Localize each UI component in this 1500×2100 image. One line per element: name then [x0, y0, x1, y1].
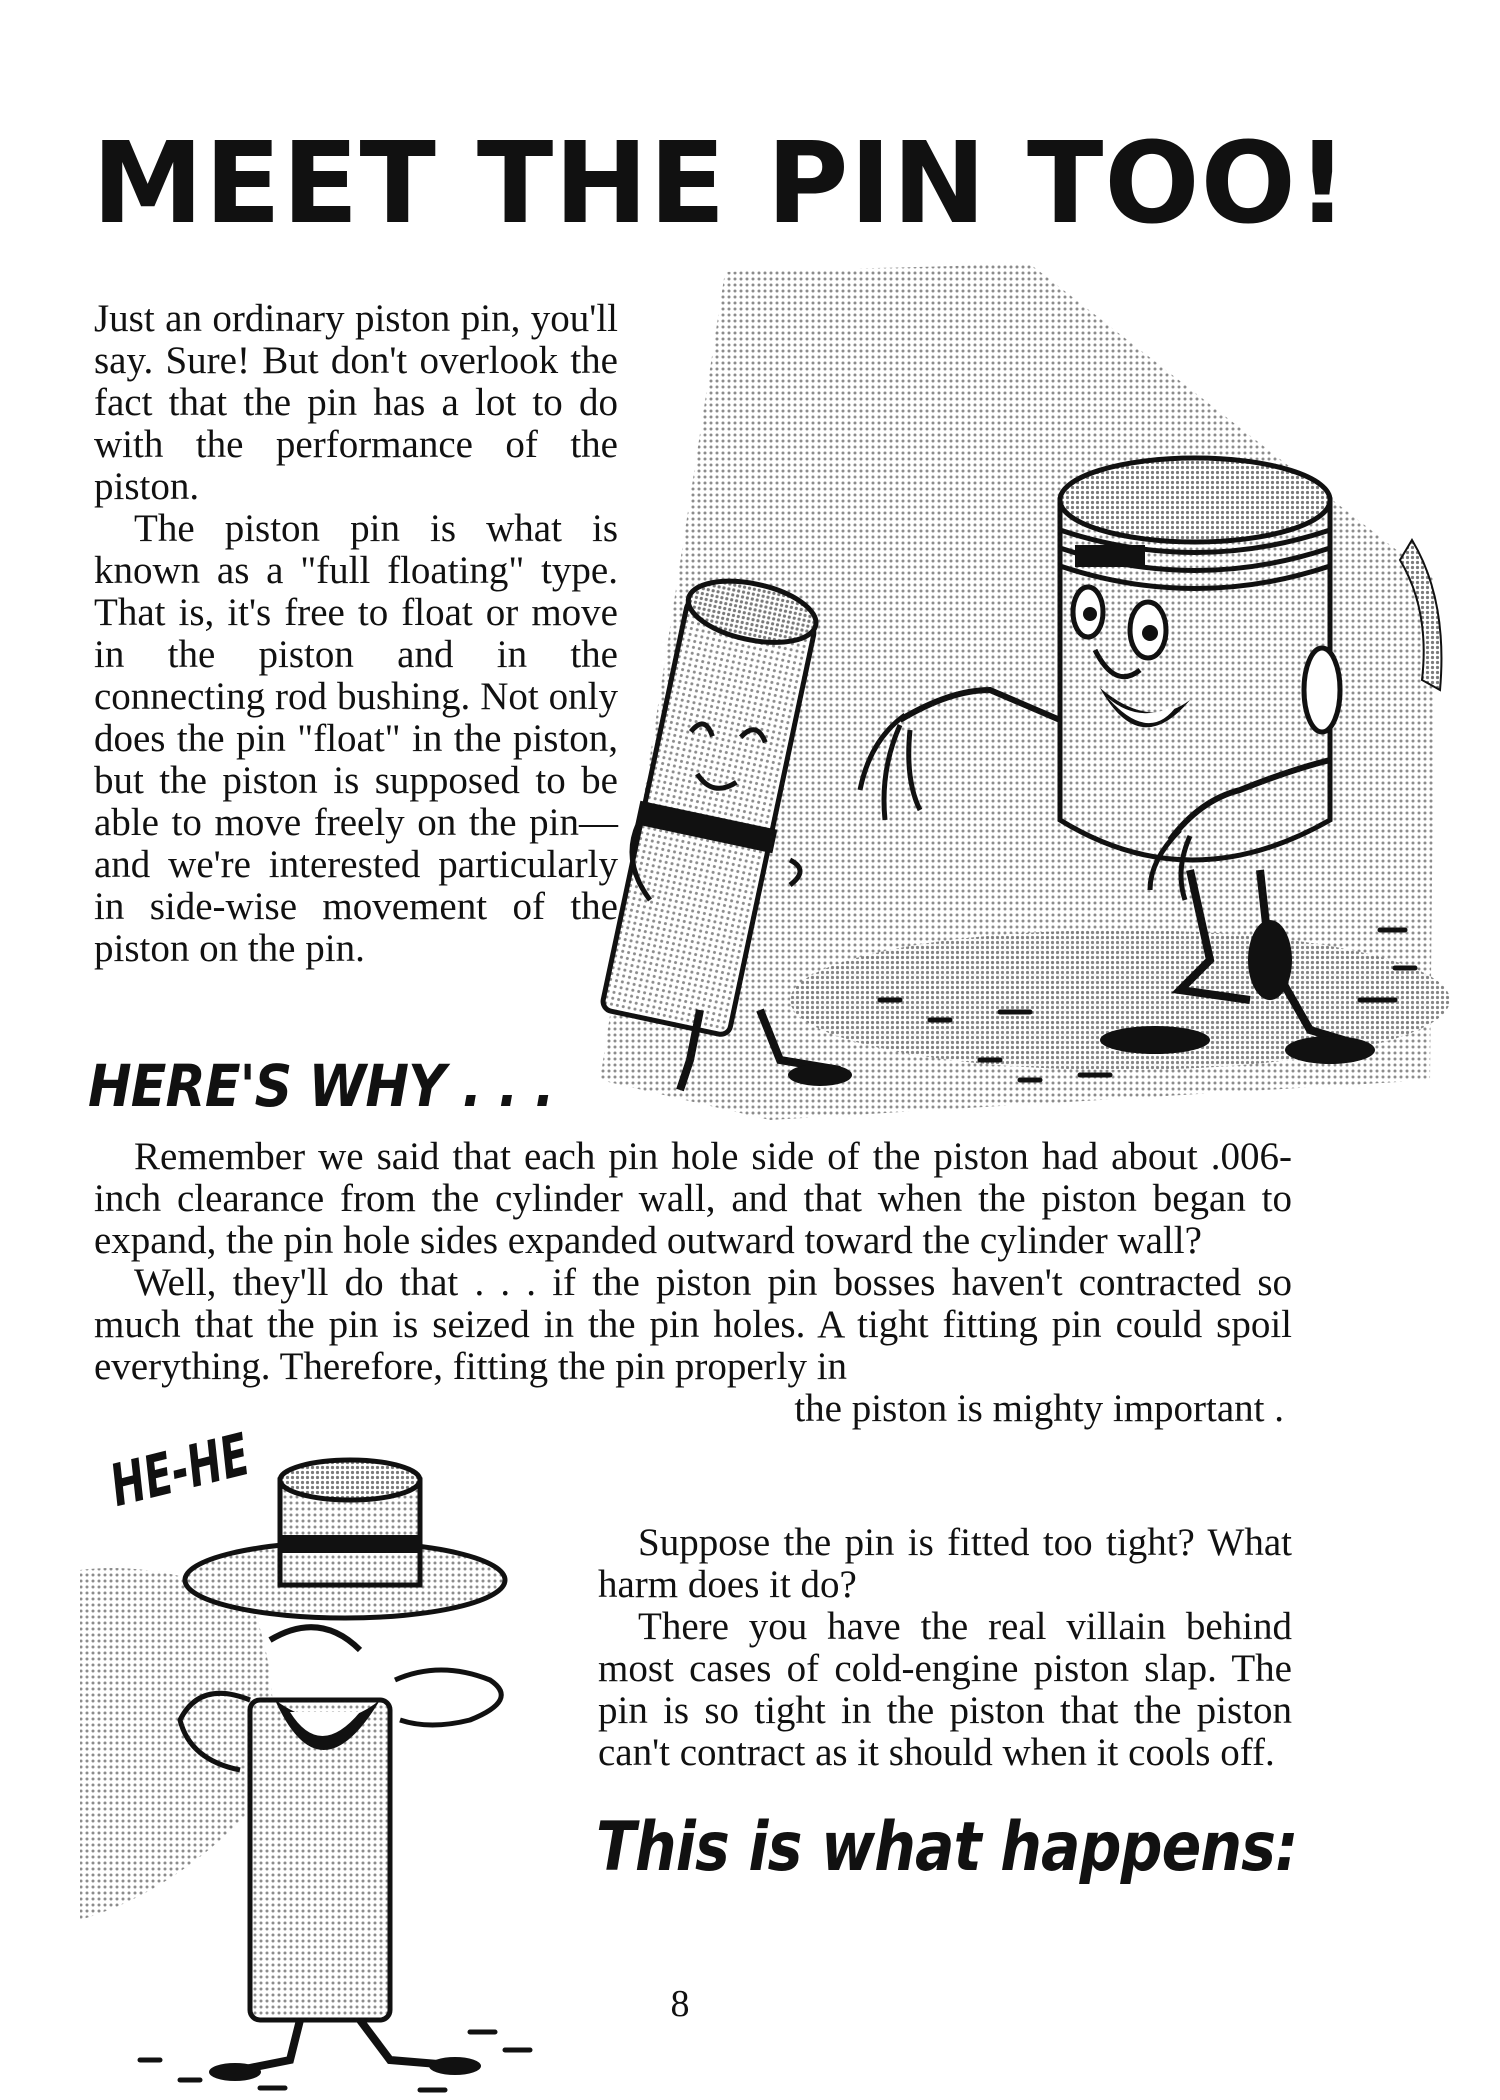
- piston-and-pin-illustration: [596, 264, 1450, 1120]
- page-title: MEET THE PIN TOO!: [92, 119, 1349, 249]
- why-text: [94, 1136, 1292, 1430]
- lower-paragraph: Suppose the pin is fitted too tight? What harm does it do?: [598, 1521, 1292, 1606]
- villain-pin-illustration: [80, 1460, 530, 2090]
- this-is-what-happens-heading: This is what happens:: [596, 1808, 1298, 1887]
- intro-paragraph: Just an ordinary piston pin, you'll say. Sure! But don't overlook the fact that the pin has a lot to do with the performance of the piston.: [94, 297, 618, 508]
- intro-paragraph: The piston pin is what is known as a "full floating" type. That is, it's free to float or move in the piston and in the connecting rod bushing. Not only does the pin "float" in the piston, but the piston is supposed to be able to move freely on the pin—and we're interested particularly in side-wise movement of the piston on the pin.: [94, 507, 618, 970]
- lower-text: [598, 1522, 1292, 1774]
- intro-text: [94, 298, 618, 970]
- lower-paragraph: There you have the real villain behind most cases of cold-engine piston slap. The pin is so tight in the piston that the piston can't contract as it should when it cools off.: [598, 1605, 1292, 1774]
- why-paragraph: Well, they'll do that . . . if the piston pin bosses haven't contracted so much that the pin is seized in the pin holes. A tight fitting pin could spoil everything. Therefore, fitting the pin properly in: [94, 1261, 1292, 1388]
- illustration-caption: HE-HE: [103, 1420, 257, 1520]
- why-closing-line: the piston is mighty important .: [794, 1387, 1284, 1430]
- page-number: 8: [670, 1983, 690, 2025]
- heres-why-heading: HERE'S WHY . . .: [88, 1052, 554, 1120]
- why-paragraph: Remember we said that each pin hole side of the piston had about .006-inch clearance from the cylinder wall, and that when the piston began to expand, the pin hole sides expanded outward toward the cylinder wall?: [94, 1135, 1292, 1262]
